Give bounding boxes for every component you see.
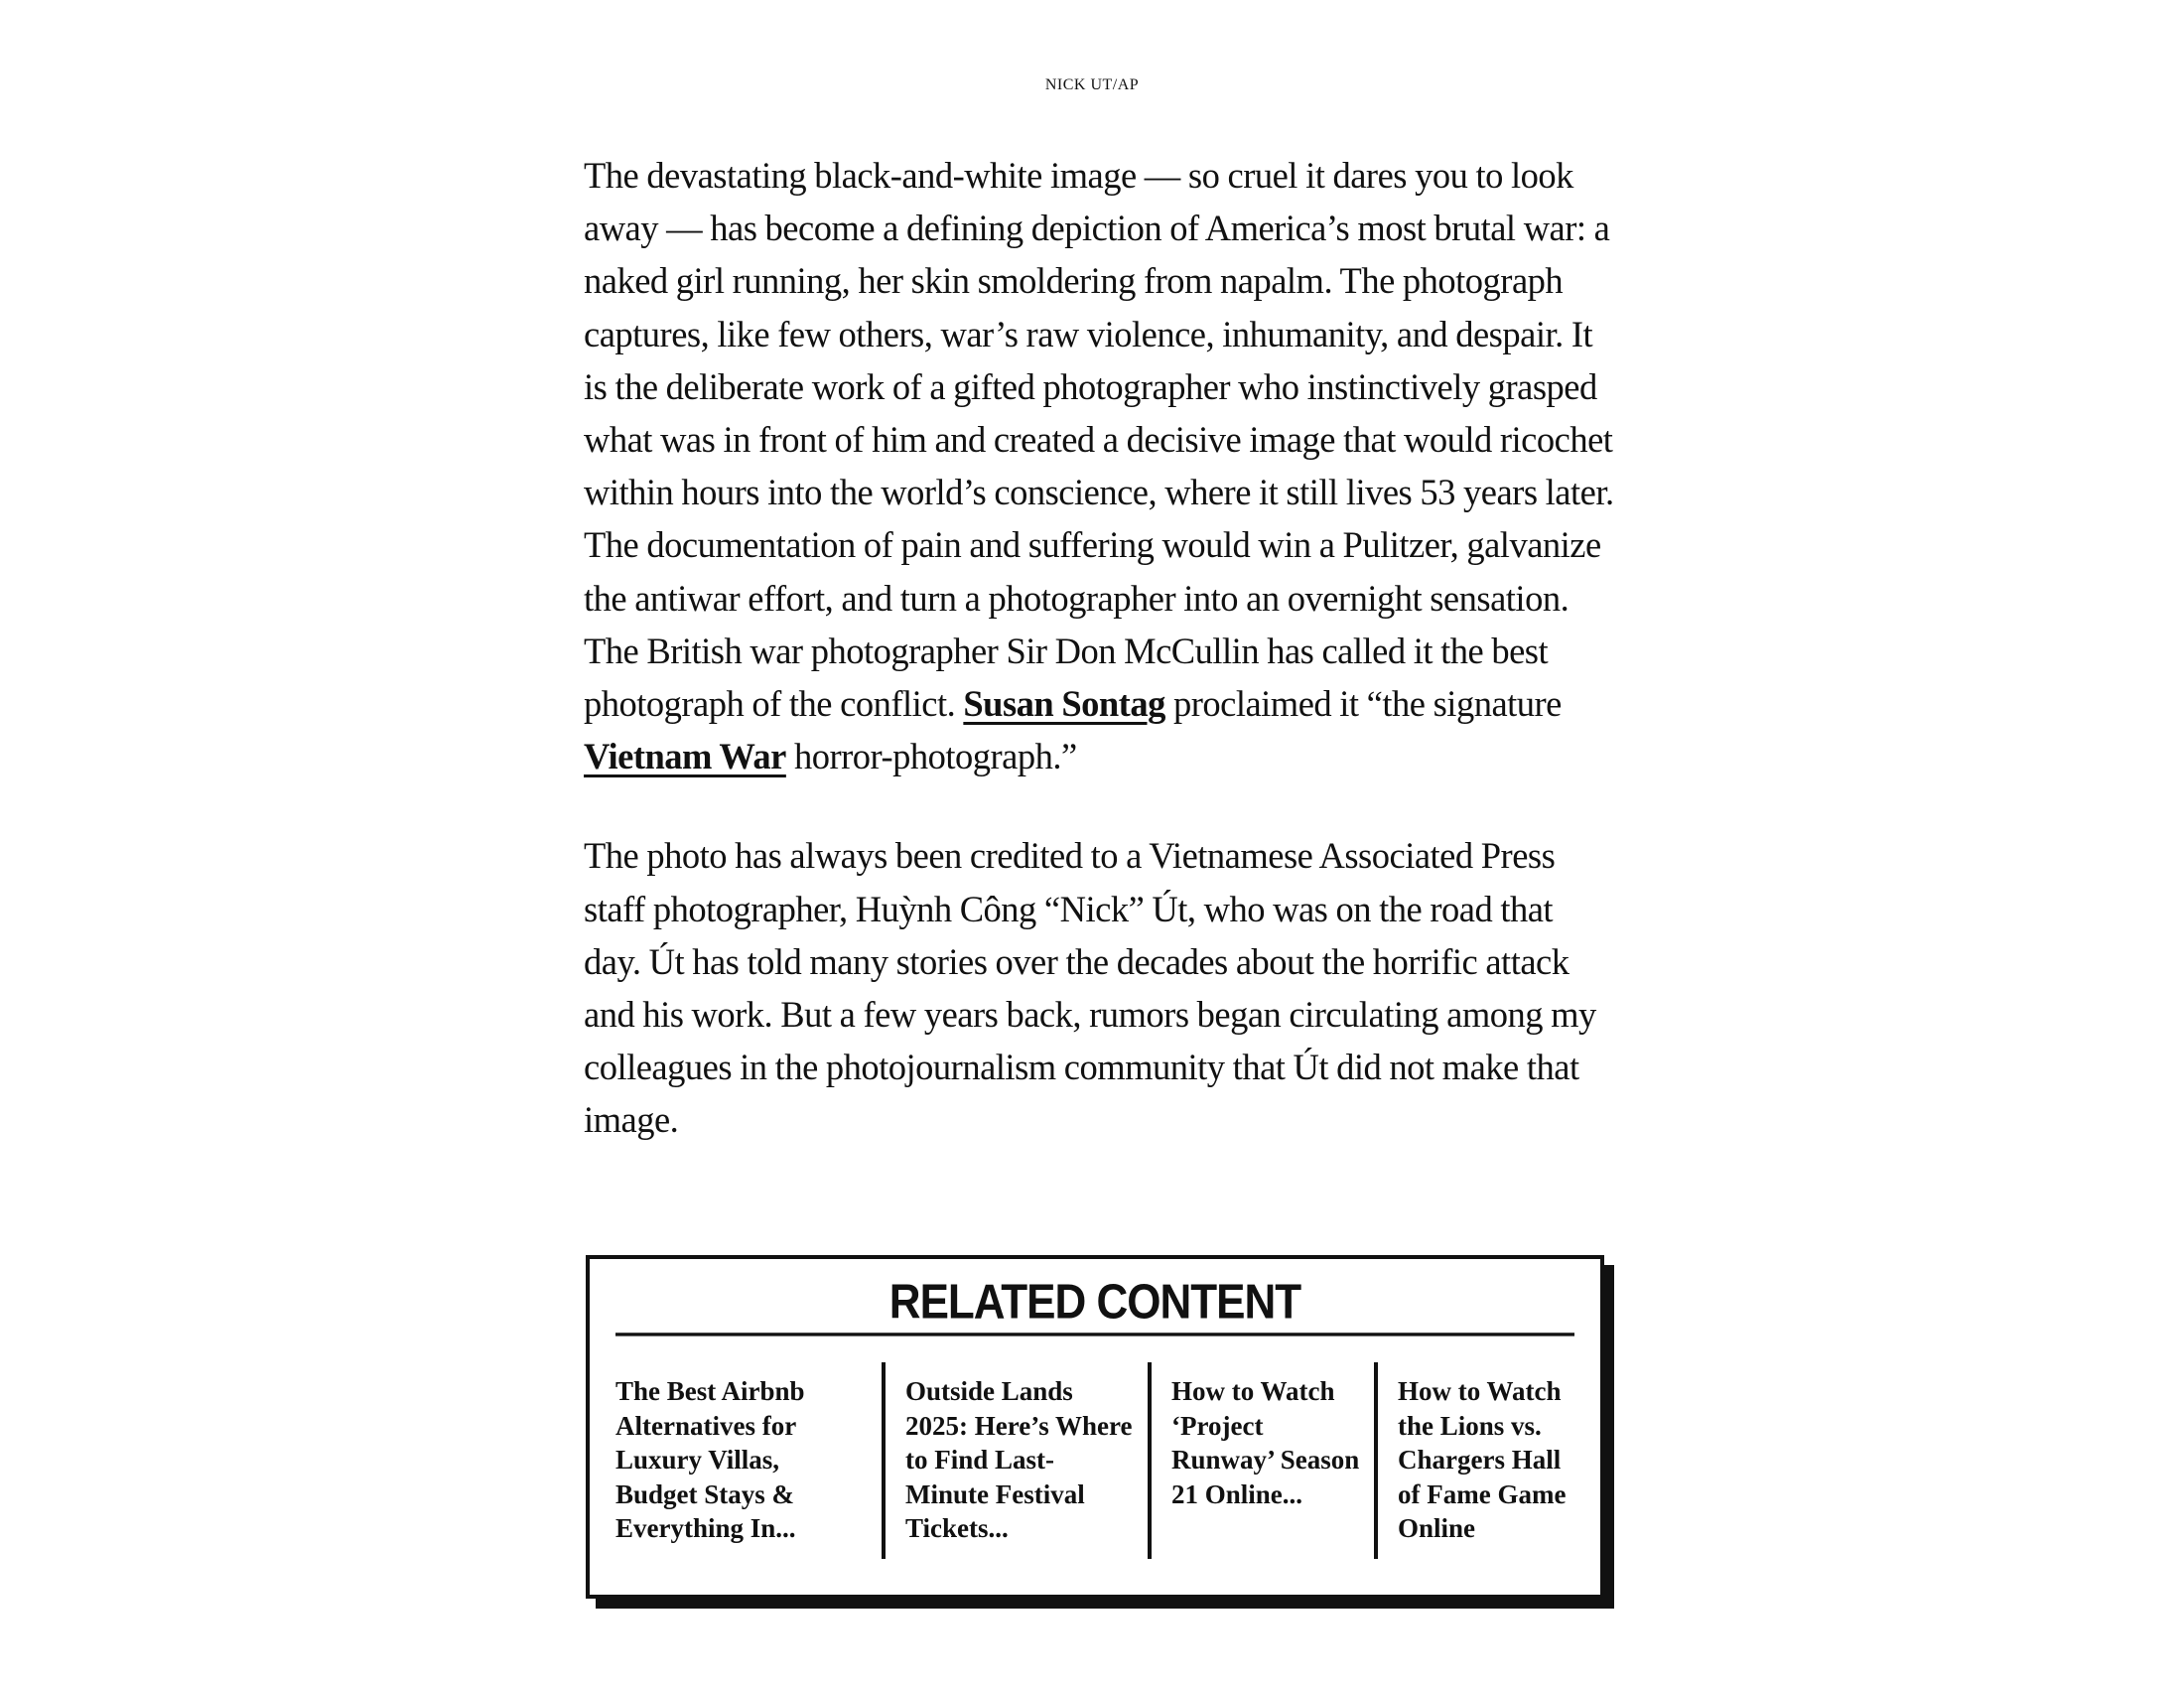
vietnam-war-link[interactable]: Vietnam War — [584, 736, 786, 777]
article-paragraph-2: The photo has always been credited to a Vietnamese Associated Press staff photographer, Huỳnh Công “Nick” Út, who was on the road that day. Út has told many stories over the decades about the horrific attack and his work. But a few years back, rumors began circulating among my colleagues in the photojournalism community that Út did not make that image. — [584, 835, 1596, 1141]
related-item-project-runway[interactable]: How to Watch ‘Project Runway’ Season 21 Online... — [1148, 1362, 1374, 1559]
paragraph-1-text: The devastating black-and-white image — so cruel it dares you to look away — has become a defining depiction of America’s most brutal war: a naked girl running, her skin smoldering from napalm. The photograph captures, like few others, war’s raw violence, inhumanity, and despair. It is the deliberate work of a gifted photographer who instinctively grasped what was in front of him and created a decisive image that would ricochet within hours into the world’s conscience, where it still lives 53 years later. The documentation of pain and suffering would win a Pulitzer, galvanize the antiwar effort, and turn a photographer into an overnight sensation. The British war photographer Sir Don McCullin has called it the best photograph of the conflict. — [584, 155, 1614, 725]
related-content-list — [615, 1362, 1574, 1559]
related-content-box — [586, 1255, 1604, 1599]
paragraph-1-text-middle: proclaimed it “the signature — [1164, 683, 1562, 725]
article-body — [584, 149, 1616, 1147]
photo-credit: NICK UT/AP — [1044, 76, 1140, 93]
susan-sontag-link[interactable]: Susan Sontag — [963, 683, 1165, 725]
related-item-lions-chargers[interactable]: How to Watch the Lions vs. Chargers Hall of Fame Game Online — [1374, 1362, 1574, 1559]
related-content-title: RELATED CONTENT — [615, 1275, 1574, 1336]
paragraph-1-text-end: horror-photograph.” — [785, 736, 1077, 777]
article-paragraph-1 — [584, 149, 1616, 782]
related-item-airbnb-alternatives[interactable]: The Best Airbnb Alternatives for Luxury Villas, Budget Stays & Everything In... — [615, 1376, 805, 1543]
related-item-outside-lands[interactable]: Outside Lands 2025: Here’s Where to Find Last-Minute Festival Tickets... — [882, 1362, 1148, 1559]
